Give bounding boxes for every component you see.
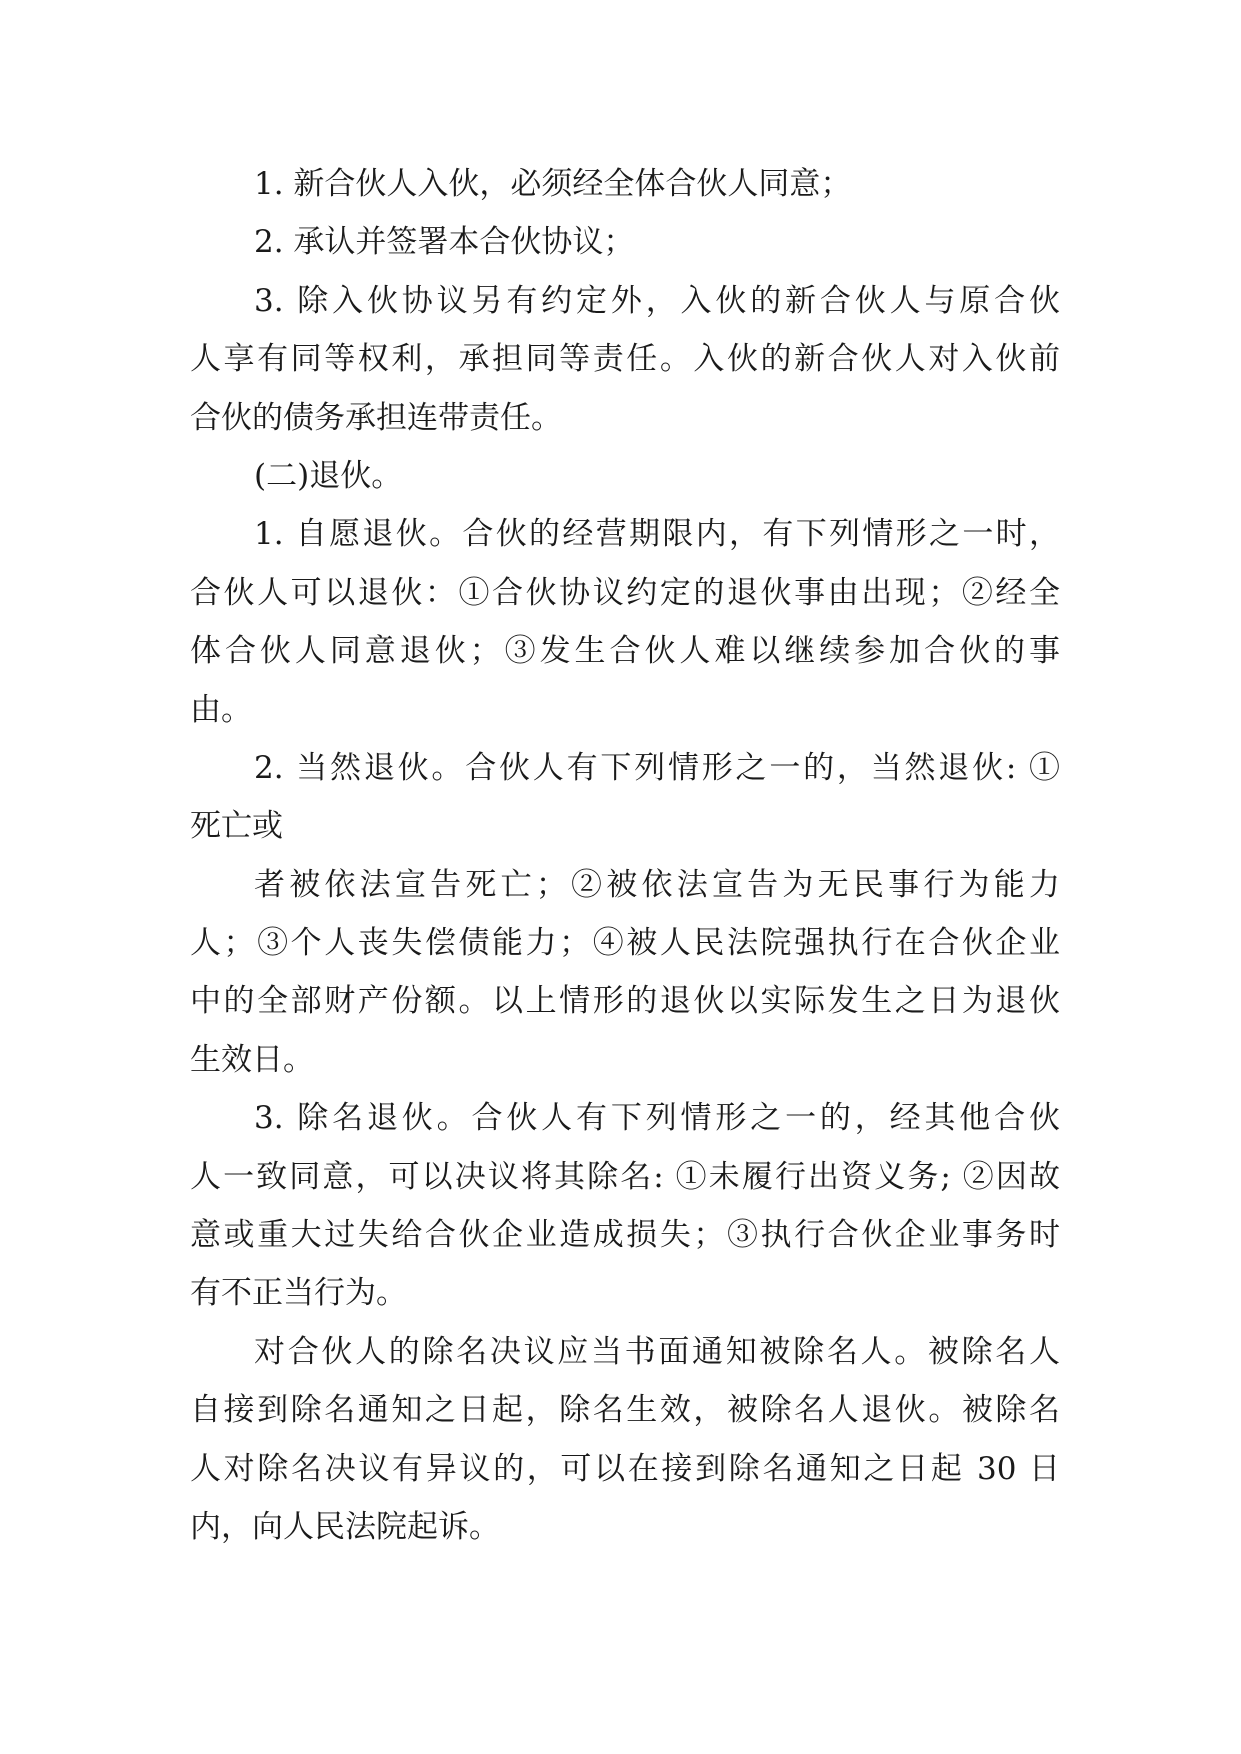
text-line: 内，向人民法院起诉。 xyxy=(190,1508,500,1545)
text-line: 2. 承认并签署本合伙协议； xyxy=(254,224,635,261)
text-line: 自接到除名通知之日起，除名生效，被除名人退伙。被除名 xyxy=(190,1392,1060,1429)
text-line: 由。 xyxy=(190,691,252,728)
text-line: 中的全部财产份额。以上情形的退伙以实际发生之日为退伙 xyxy=(190,983,1060,1020)
text-line: 对合伙人的除名决议应当书面通知被除名人。被除名人 xyxy=(254,1333,1060,1370)
text-line: 合伙的债务承担连带责任。 xyxy=(190,399,562,436)
section-heading: (二)退伙。 xyxy=(254,457,403,494)
text-line: 2. 当然退伙。合伙人有下列情形之一的，当然退伙: ① xyxy=(254,749,1060,786)
text-line: 有不正当行为。 xyxy=(190,1275,407,1312)
text-line: 体合伙人同意退伙；③发生合伙人难以继续参加合伙的事 xyxy=(190,633,1060,670)
text-line: 1. 自愿退伙。合伙的经营期限内，有下列情形之一时， xyxy=(254,516,1060,553)
document-body xyxy=(190,155,1060,1556)
text-line: 3. 除名退伙。合伙人有下列情形之一的，经其他合伙 xyxy=(254,1100,1060,1137)
text-line: 生效日。 xyxy=(190,1041,314,1078)
text-line: 3. 除入伙协议另有约定外，入伙的新合伙人与原合伙 xyxy=(254,282,1060,319)
text-line: 合伙人可以退伙：①合伙协议约定的退伙事由出现；②经全 xyxy=(190,574,1060,611)
text-line: 死亡或 xyxy=(190,808,283,845)
text-line: 者被依法宣告死亡；②被依法宣告为无民事行为能力 xyxy=(254,866,1060,903)
text-line: 人对除名决议有异议的，可以在接到除名通知之日起 30 日 xyxy=(190,1450,1060,1487)
text-line: 人；③个人丧失偿债能力；④被人民法院强执行在合伙企业 xyxy=(190,925,1060,962)
text-line: 人享有同等权利，承担同等责任。入伙的新合伙人对入伙前 xyxy=(190,341,1060,378)
text-line: 1. 新合伙人入伙，必须经全体合伙人同意； xyxy=(254,166,852,202)
text-line: 人一致同意，可以决议将其除名: ①未履行出资义务; ②因故 xyxy=(190,1158,1060,1195)
text-line: 意或重大过失给合伙企业造成损失；③执行合伙企业事务时 xyxy=(190,1217,1060,1254)
